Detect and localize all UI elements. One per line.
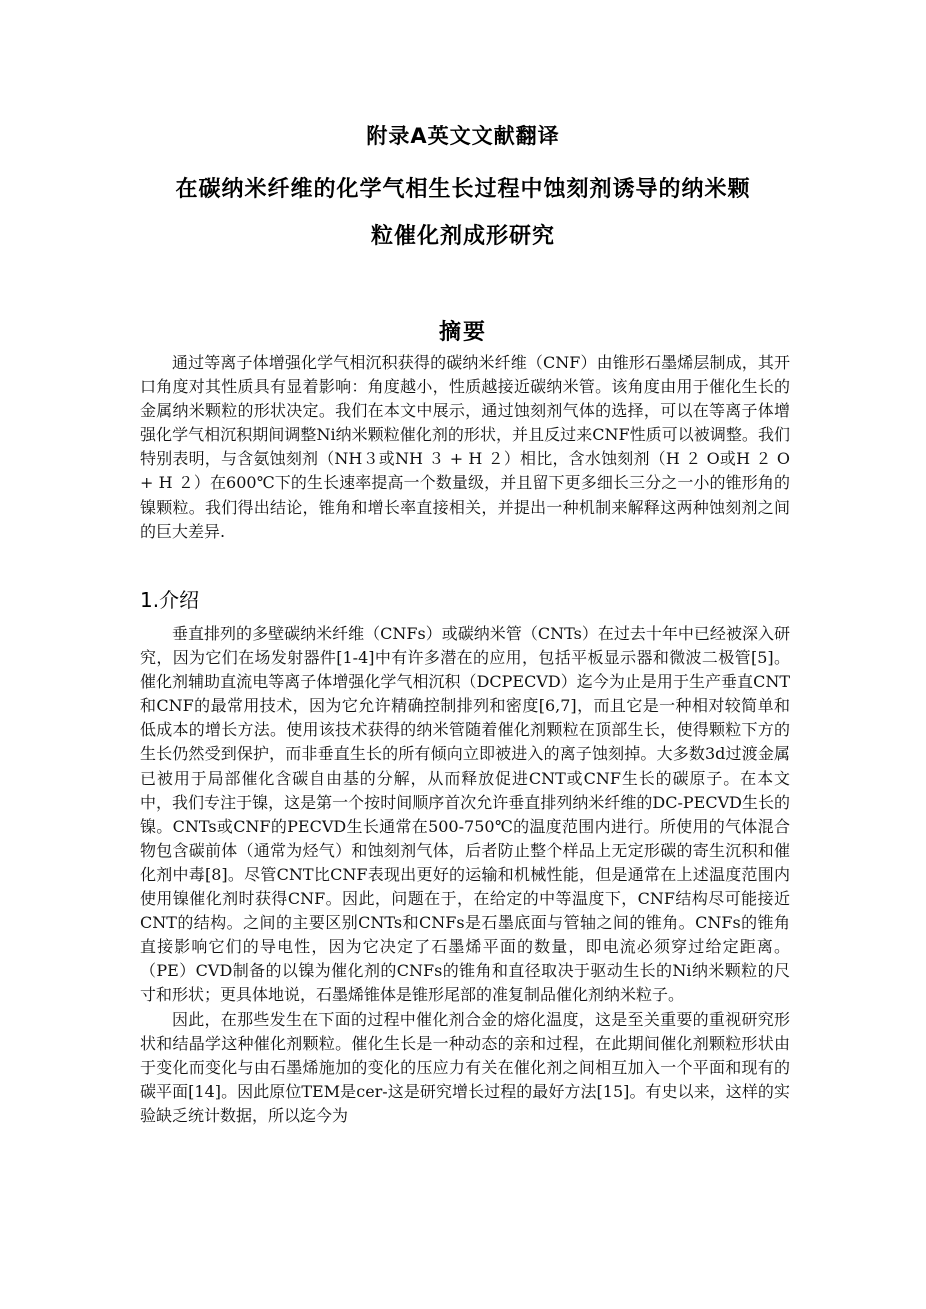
- introduction-body: [140, 622, 790, 1128]
- paper-title-line-1: 在碳纳米纤维的化学气相生长过程中蚀刻剂诱导的纳米颗: [175, 177, 751, 202]
- abstract-heading: 摘要: [438, 320, 487, 345]
- section-1-heading: 1.介绍: [140, 588, 200, 612]
- intro-paragraph-2: 因此，在那些发生在下面的过程中催化剂合金的熔化温度，这是至关重要的重视研究形状和结晶学这种催化剂颗粒。催化生长是一种动态的亲和过程，在此期间催化剂颗粒形状由于变化而变化与由石墨烯施加的变化的压应力有关在催化剂之间相互加入一个平面和现有的碳平面[14]。因此原位TEM是cer-这是研究增长过程的最好方法[15]。有史以来，这样的实验缺乏统计数据，所以迄今为: [140, 1009, 790, 1125]
- intro-paragraph-1: 垂直排列的多壁碳纳米纤维（CNFs）或碳纳米管（CNTs）在过去十年中已经被深入研究，因为它们在场发射器件[1-4]中有许多潜在的应用，包括平板显示器和微波二极管[5]。催化剂辅助直流电等离子体增强化学气相沉积（DCPECVD）迄今为止是用于生产垂直CNT和CNF的最常用技术，因为它允许精确控制排列和密度[6,7]，而且它是一种相对较简单和低成本的增长方法。使用该技术获得的纳米管随着催化剂颗粒在顶部生长，使得颗粒下方的生长仍然受到保护，而非垂直生长的所有倾向立即被进入的离子蚀刻掉。大多数3d过渡金属已被用于局部催化含碳自由基的分解，从而释放促进CNT或CNF生长的碳原子。在本文中，我们专注于镍，这是第一个按时间顺序首次允许垂直排列纳米纤维的DC-PECVD生长的镍。CNTs或CNF的PECVD生长通常在500-750℃的温度范围内进行。所使用的气体混合物包含碳前体（通常为烃气）和蚀刻剂气体，后者防止整个样品上无定形碳的寄生沉积和催化剂中毒[8]。尽管CNT比CNF表现出更好的运输和机械性能，但是通常在上述温度范围内使用镍催化剂时获得CNF。因此，问题在于，在给定的中等温度下，CNF结构尽可能接近CNT的结构。之间的主要区别CNTs和CNFs是石墨底面与管轴之间的锥角。CNFs的锥角直接影响它们的导电性，因为它决定了石墨烯平面的数量，即电流必须穿过给定距离。 （PE）CVD制备的以镍为催化剂的CNFs的锥角和直径取决于驱动生长的Ni纳米颗粒的尺寸和形状；更具体地说，石墨烯锥体是锥形尾部的准复制品催化剂纳米粒子。: [140, 624, 790, 1005]
- abstract-body: [140, 351, 790, 544]
- abstract-paragraph: 通过等离子体增强化学气相沉积获得的碳纳米纤维（CNF）由锥形石墨烯层制成，其开口角度对其性质具有显着影响：角度越小，性质越接近碳纳米管。该角度由用于催化生长的金属纳米颗粒的形状决定。我们在本文中展示，通过蚀刻剂气体的选择，可以在等离子体增强化学气相沉积期间调整Ni纳米颗粒催化剂的形状，并且反过来CNF性质可以被调整。我们特别表明，与含氨蚀刻剂（NH３或NH ３ + H ２）相比，含水蚀刻剂（H ２ O或H ２ O + H ２）在600℃下的生长速率提高一个数量级，并且留下更多细长三分之一小的锥形角的镍颗粒。我们得出结论，锥角和增长率直接相关，并提出一种机制来解释这两种蚀刻剂之间的巨大差异.: [140, 353, 790, 541]
- paper-title-line-2: 粒催化剂成形研究: [370, 224, 555, 249]
- appendix-title: 附录A英文文献翻译: [366, 124, 560, 148]
